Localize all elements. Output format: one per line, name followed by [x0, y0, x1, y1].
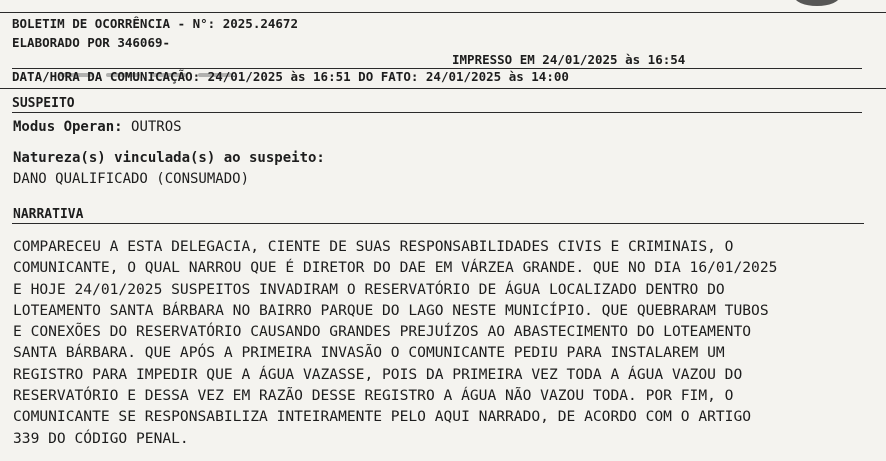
- report-number: BOLETIM DE OCORRÊNCIA - N°: 2025.24672: [12, 16, 298, 31]
- narrative-line: E CONEXÕES DO RESERVATÓRIO CAUSANDO GRANDES PREJUÍZOS AO ABASTECIMENTO DO LOTEAMENTO: [13, 323, 752, 341]
- narrative-line: COMPARECEU A ESTA DELEGACIA, CIENTE DE SUAS RESPONSABILIDADES CIVIS E CRIMINAIS, O: [13, 238, 734, 255]
- modus-operandi: [13, 120, 182, 134]
- narrative-line: REGISTRO PARA IMPEDIR QUE A ÁGUA VAZASSE, POIS DA PRIMEIRA VEZ TODA A ÁGUA VAZOU DO: [13, 365, 743, 383]
- nature-label: Natureza(s) vinculada(s) ao suspeito:: [13, 150, 325, 166]
- printed-at: IMPRESSO EM 24/01/2025 às 16:54: [452, 52, 686, 67]
- narrative-line: COMUNICANTE, O QUAL NARROU QUE É DIRETOR DO DAE EM VÁRZEA GRANDE. QUE NO DIA 16/01/2025: [13, 259, 778, 277]
- narrative-line: COMUNICANTE SE RESPONSABILIZA INTEIRAMENTE PELO AQUI NARRADO, DE ACORDO COM O ARTIGO: [13, 408, 752, 426]
- modus-operandi-value: OUTROS: [131, 119, 182, 135]
- narrative-rule: [12, 223, 864, 224]
- narrative-line: E HOJE 24/01/2025 SUSPEITOS INVADIRAM O RESERVATÓRIO DE ÁGUA LOCALIZADO DENTRO DO: [13, 280, 725, 298]
- modus-operandi-label: Modus Operan:: [13, 119, 123, 135]
- nature-value: DANO QUALIFICADO (CONSUMADO): [13, 171, 250, 187]
- narrative-line: LOTEAMENTO SANTA BÁRBARA NO BAIRRO PARQUE DO LAGO NESTE MUNICÍPIO. QUE QUEBRARAM TUBOS: [13, 301, 769, 319]
- narrative-line: SANTA BÁRBARA. QUE APÓS A PRIMEIRA INVASÃO O COMUNICANTE PEDIU PARA INSTALAREM UM: [13, 344, 725, 362]
- communication-datetime: DATA/HORA DA COMUNICAÇÃO: 24/01/2025 às 16:51 DO FATO: 24/01/2025 às 14:00: [12, 69, 569, 84]
- prepared-by: ELABORADO POR 346069-: [12, 35, 171, 50]
- seal-icon: [794, 0, 840, 6]
- narrative-line: RESERVATÓRIO E DESSA VEZ EM RAZÃO DESSE REGISTRO A ÁGUA NÃO VAZOU TODA. POR FIM, O: [13, 387, 734, 405]
- suspect-rule: [12, 112, 862, 113]
- narrative-text: [13, 236, 875, 449]
- header-bottom-rule: [0, 88, 886, 89]
- section-title-suspect: SUSPEITO: [12, 96, 75, 111]
- narrative-line: 339 DO CÓDIGO PENAL.: [13, 429, 189, 447]
- top-rule: [0, 12, 886, 13]
- section-title-narrative: NARRATIVA: [13, 207, 84, 222]
